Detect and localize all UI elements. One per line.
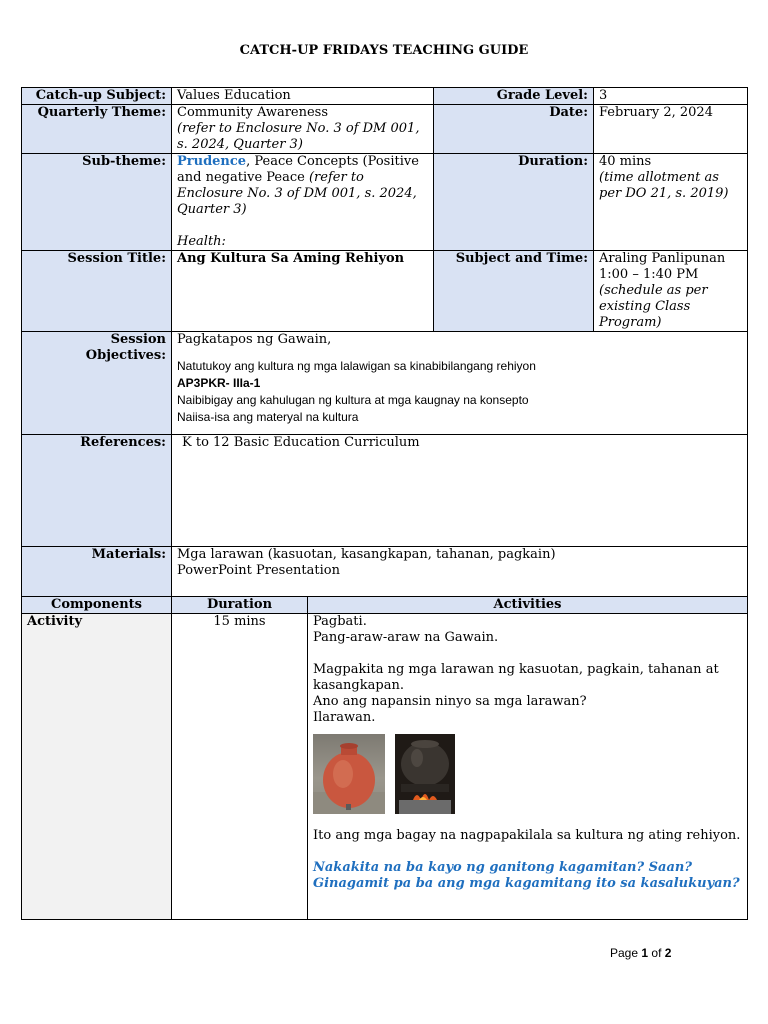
activity-photos bbox=[313, 734, 742, 814]
page-total: 2 bbox=[664, 946, 672, 960]
page-number: 1 bbox=[641, 946, 649, 960]
clay-jar-photo bbox=[313, 734, 385, 814]
theme-value: Community Awareness bbox=[177, 105, 329, 120]
subtheme-rest: , Peace Concepts (Positive and negative Peace bbox=[177, 154, 419, 185]
row-subject bbox=[22, 88, 748, 105]
row-references bbox=[22, 435, 748, 547]
date-label: Date: bbox=[434, 105, 594, 154]
theme-label: Quarterly Theme: bbox=[22, 105, 172, 154]
document-title: CATCH-UP FRIDAYS TEACHING GUIDE bbox=[239, 43, 529, 58]
materials-line: Mga larawan (kasuotan, kasangkapan, tahanan, pagkain) bbox=[177, 547, 556, 562]
row-subtheme bbox=[22, 154, 748, 251]
objectives-cell bbox=[172, 332, 748, 435]
objective-item: Naiisa-isa ang materyal na kultura bbox=[177, 410, 359, 424]
activity-content bbox=[308, 614, 748, 920]
activity-line: Ito ang mga bagay na nagpapakilala sa kultura ng ating rehiyon. bbox=[313, 828, 741, 843]
subtheme-health: Health: bbox=[177, 234, 226, 249]
subject-value: Values Education bbox=[172, 88, 434, 105]
row-objectives bbox=[22, 332, 748, 435]
subject-time-label: Subject and Time: bbox=[434, 251, 594, 332]
subtheme-cell bbox=[172, 154, 434, 251]
page-word: Page bbox=[610, 946, 639, 960]
grade-label: Grade Level: bbox=[434, 88, 594, 105]
objective-item: Naibibigay ang kahulugan ng kultura at mga kaugnay na konsepto bbox=[177, 393, 529, 407]
header-components: Components bbox=[22, 597, 172, 614]
materials-line: PowerPoint Presentation bbox=[177, 563, 340, 578]
subject-time-subject: Araling Panlipunan bbox=[599, 251, 726, 266]
teaching-guide-table bbox=[21, 87, 748, 603]
objective-item: Natutukoy ang kultura ng mga lalawigan sa kinabibilangang rehiyon bbox=[177, 359, 536, 373]
references-value: K to 12 Basic Education Curriculum bbox=[172, 435, 748, 547]
objectives-intro: Pagkatapos ng Gawain, bbox=[177, 332, 332, 347]
subtheme-note: (refer to Enclosure No. 3 of DM 001, s. 2024, Quarter 3) bbox=[177, 170, 417, 217]
session-title-value: Ang Kultura Sa Aming Rehiyon bbox=[172, 251, 434, 332]
materials-cell bbox=[172, 547, 748, 603]
subject-time-cell bbox=[594, 251, 748, 332]
of-word: of bbox=[651, 946, 662, 960]
activity-duration: 15 mins bbox=[172, 614, 308, 920]
subtheme-highlight: Prudence bbox=[177, 154, 247, 169]
row-session-title bbox=[22, 251, 748, 332]
date-value: February 2, 2024 bbox=[594, 105, 748, 154]
activity-label: Activity bbox=[22, 614, 172, 920]
duration-cell bbox=[594, 154, 748, 251]
activity-row bbox=[22, 614, 748, 920]
session-title-label: Session Title: bbox=[22, 251, 172, 332]
subject-time-note: (schedule as per existing Class Program) bbox=[599, 283, 708, 330]
activity-line: Magpakita ng mga larawan ng kasuotan, pagkain, tahanan at kasangkapan. bbox=[313, 662, 719, 693]
activity-line: Pagbati. bbox=[313, 614, 367, 629]
cooking-pot-photo bbox=[395, 734, 455, 814]
header-duration: Duration bbox=[172, 597, 308, 614]
subject-time-time: 1:00 – 1:40 PM bbox=[599, 267, 699, 282]
theme-cell bbox=[172, 105, 434, 154]
duration-note: (time allotment as per DO 21, s. 2019) bbox=[599, 170, 729, 201]
subtheme-label: Sub-theme: bbox=[22, 154, 172, 251]
duration-value: 40 mins bbox=[599, 154, 652, 169]
competency-code: AP3PKR- IIIa-1 bbox=[177, 376, 261, 390]
page-footer bbox=[610, 946, 671, 960]
references-label: References: bbox=[22, 435, 172, 547]
activity-line: Ano ang napansin ninyo sa mga larawan? bbox=[313, 694, 587, 709]
theme-note: (refer to Enclosure No. 3 of DM 001, s. 2024, Quarter 3) bbox=[177, 121, 420, 152]
components-table bbox=[21, 596, 748, 920]
grade-value: 3 bbox=[594, 88, 748, 105]
subject-label: Catch-up Subject: bbox=[22, 88, 172, 105]
subtheme-text bbox=[177, 154, 428, 218]
materials-label: Materials: bbox=[22, 547, 172, 603]
components-header-row bbox=[22, 597, 748, 614]
header-activities: Activities bbox=[308, 597, 748, 614]
activity-line: Pang-araw-araw na Gawain. bbox=[313, 630, 499, 645]
objectives-label: Session Objectives: bbox=[22, 332, 172, 435]
row-theme bbox=[22, 105, 748, 154]
row-materials bbox=[22, 547, 748, 603]
closing-question: Nakakita na ba kayo ng ganitong kagamitan? Saan? Ginagamit pa ba ang mga kagamitang ito sa kasalukuyan? bbox=[313, 860, 740, 891]
duration-label: Duration: bbox=[434, 154, 594, 251]
activity-line: Ilarawan. bbox=[313, 710, 376, 725]
